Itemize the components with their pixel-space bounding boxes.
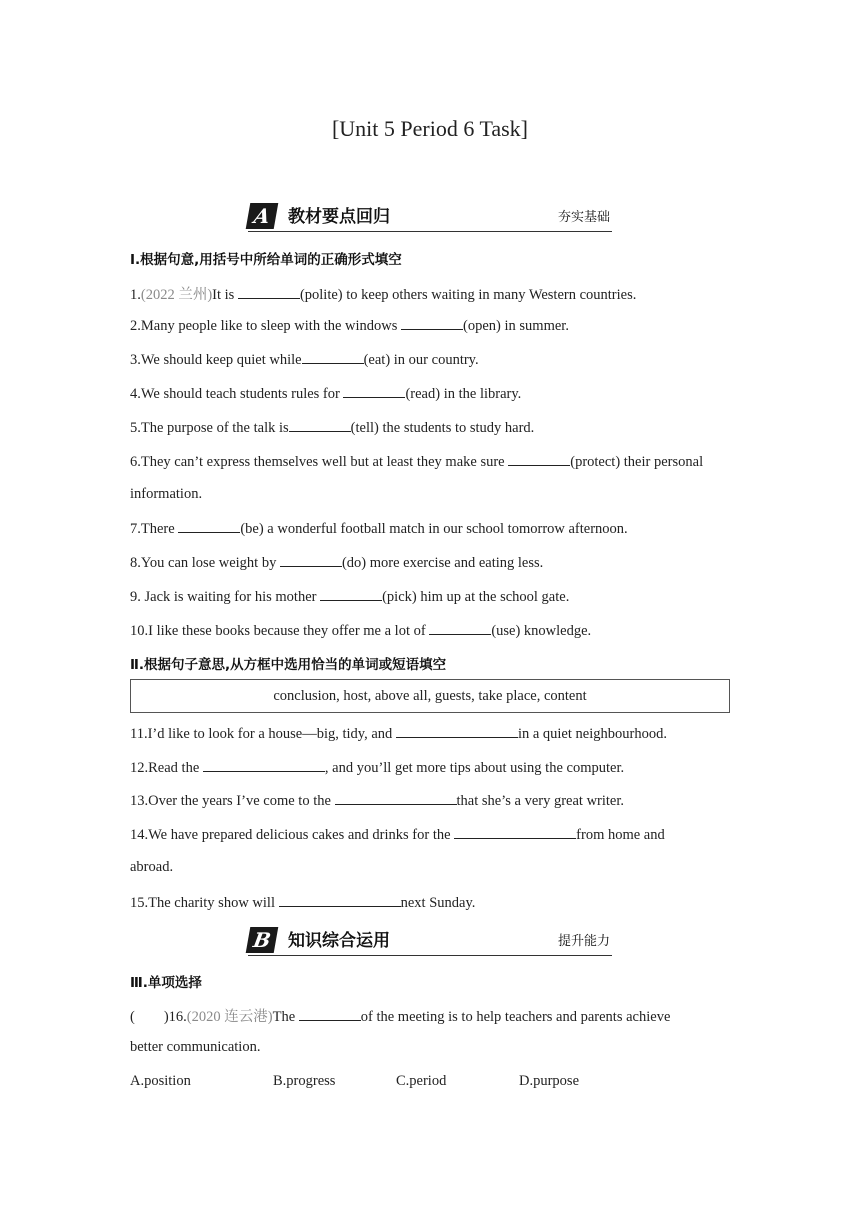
answer-blank[interactable] (343, 384, 405, 398)
section-b-banner (248, 925, 612, 956)
answer-blank[interactable] (454, 825, 576, 839)
question-10: 10.I like these books because they offer me a lot of (use) knowledge. (130, 623, 592, 639)
answer-blank[interactable] (302, 350, 364, 364)
question-14-continued: abroad. (130, 859, 174, 875)
answer-blank[interactable] (335, 791, 457, 805)
answer-blank[interactable] (289, 418, 351, 432)
option-c[interactable]: C.period (396, 1073, 447, 1089)
question-15: 15.The charity show will next Sunday. (130, 895, 476, 911)
question-11: 11.I’d like to look for a house—big, tidy, and in a quiet neighbourhood. (130, 726, 667, 742)
section-b-title: 知识综合运用 (288, 931, 390, 951)
part1-heading: Ⅰ.根据句意,用括号中所给单词的正确形式填空 (130, 252, 402, 268)
question-4: 4.We should teach students rules for (read) in the library. (130, 386, 522, 402)
part3-heading: Ⅲ.单项选择 (130, 975, 202, 991)
answer-blank[interactable] (396, 724, 518, 738)
section-a-subtitle: 夯实基础 (557, 210, 610, 225)
answer-blank[interactable] (178, 519, 240, 533)
option-b[interactable]: B.progress (273, 1073, 336, 1089)
answer-blank[interactable] (279, 893, 401, 907)
section-a-badge: A (246, 203, 279, 229)
answer-blank[interactable] (238, 285, 300, 299)
section-b-badge: B (246, 927, 279, 953)
option-d[interactable]: D.purpose (519, 1073, 580, 1089)
section-b-subtitle: 提升能力 (557, 934, 610, 949)
question-13: 13.Over the years I’ve come to the that she’s a very great writer. (130, 793, 625, 809)
question-7: 7.There (be) a wonderful football match in our school tomorrow afternoon. (130, 521, 628, 537)
question-2: 2.Many people like to sleep with the windows (open) in summer. (130, 318, 569, 334)
answer-blank[interactable] (401, 316, 463, 330)
answer-blank[interactable] (429, 621, 491, 635)
question-1: 1.(2022 兰州)It is (polite) to keep others waiting in many Western countries. (130, 287, 637, 303)
question-6-continued: information. (130, 486, 203, 502)
part2-heading: Ⅱ.根据句子意思,从方框中选用恰当的单词或短语填空 (130, 657, 447, 673)
answer-blank[interactable] (508, 452, 570, 466)
section-a-title: 教材要点回归 (288, 207, 390, 227)
question-3: 3.We should keep quiet while (eat) in our country. (130, 352, 479, 368)
section-a-banner (248, 201, 612, 232)
answer-paren[interactable]: ( ) (130, 1009, 169, 1025)
answer-blank[interactable] (280, 553, 342, 567)
question-14: 14.We have prepared delicious cakes and drinks for the from home and (130, 827, 665, 843)
word-box: conclusion, host, above all, guests, take place, content (130, 679, 730, 713)
question-6: 6.They can’t express themselves well but at least they make sure (protect) their personal (130, 454, 704, 470)
question-8: 8.You can lose weight by (do) more exercise and eating less. (130, 555, 544, 571)
page-title: [Unit 5 Period 6 Task] (331, 116, 529, 141)
answer-blank[interactable] (203, 758, 325, 772)
question-12: 12.Read the , and you’ll get more tips about using the computer. (130, 760, 625, 776)
option-a[interactable]: A.position (130, 1073, 191, 1089)
answer-blank[interactable] (320, 587, 382, 601)
question-9: 9. Jack is waiting for his mother (pick) him up at the school gate. (130, 589, 570, 605)
answer-blank (299, 1007, 361, 1021)
question-16-continued: better communication. (130, 1039, 261, 1055)
question-5: 5.The purpose of the talk is (tell) the students to study hard. (130, 420, 535, 436)
question-16: ( )16.(2020 连云港)The of the meeting is to help teachers and parents achieve (130, 1009, 671, 1025)
